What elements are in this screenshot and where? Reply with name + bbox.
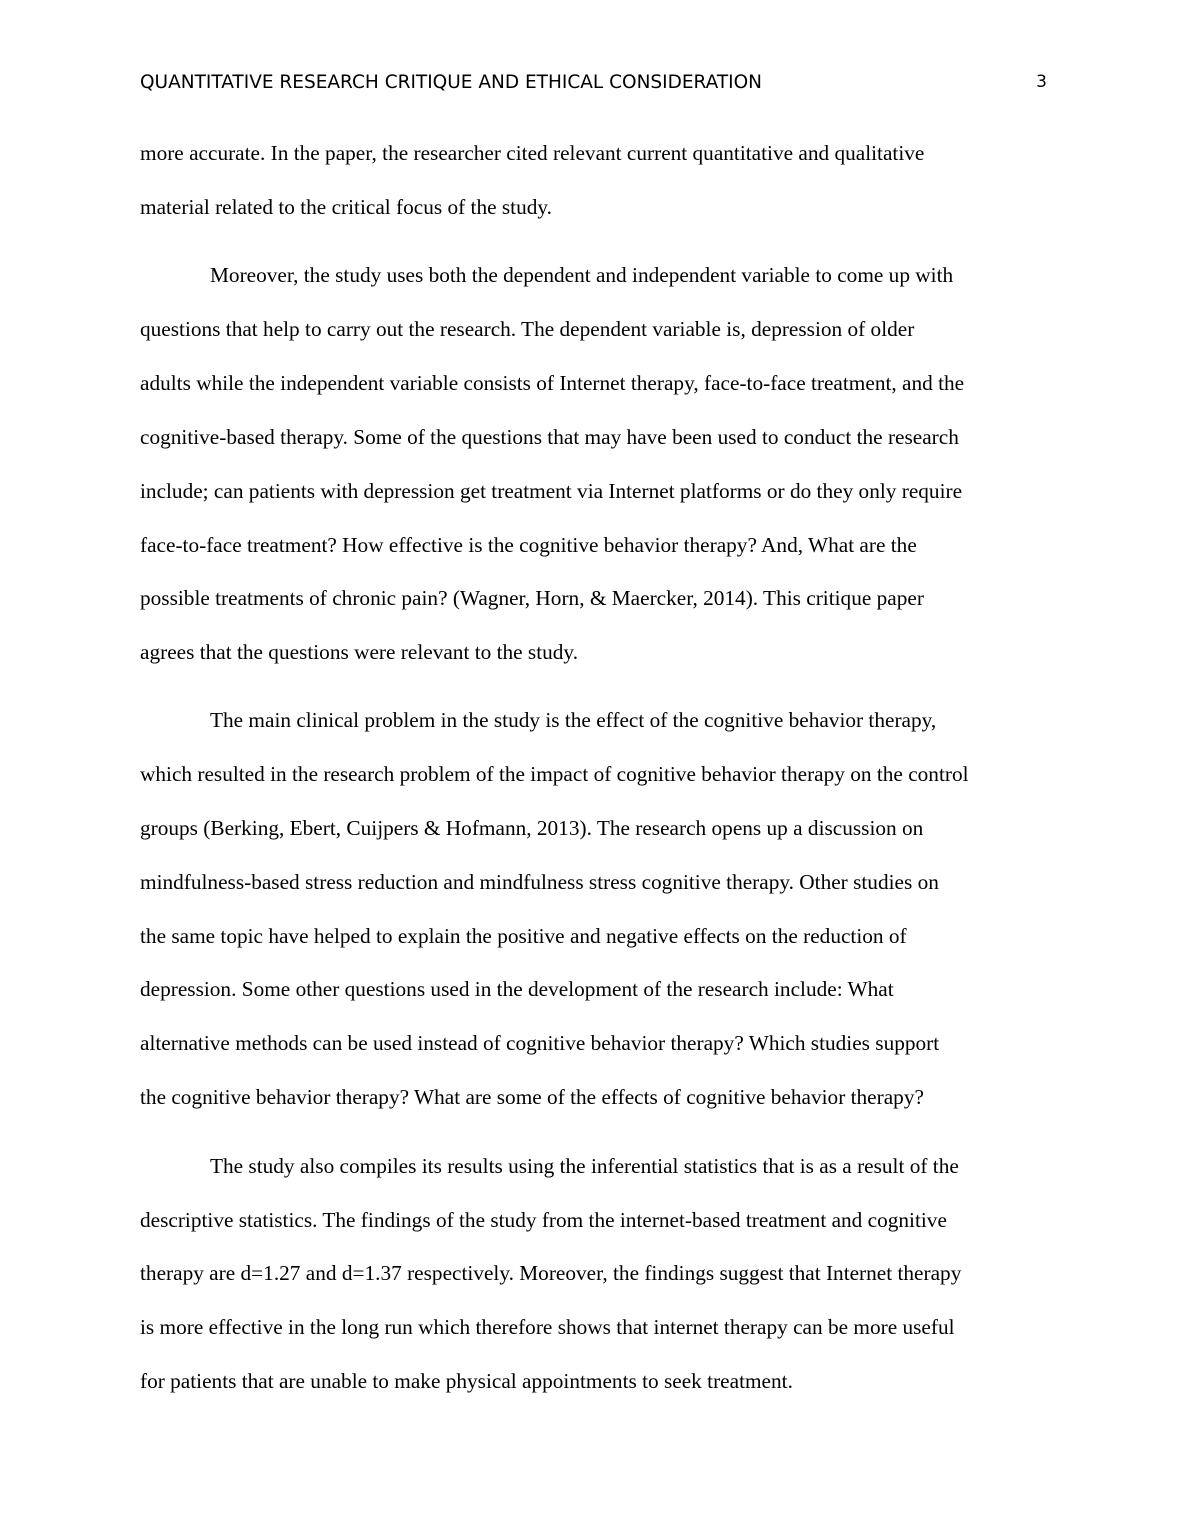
- paragraph-line: face-to-face treatment? How effective is the cognitive behavior therapy? And, What are the: [140, 533, 917, 557]
- paragraph-line: Moreover, the study uses both the dependent and independent variable to come up with: [210, 263, 954, 287]
- paragraph-line: is more effective in the long run which therefore shows that internet therapy can be more useful: [140, 1315, 955, 1339]
- paragraph-line: therapy are d=1.27 and d=1.37 respectively. Moreover, the findings suggest that Internet therapy: [140, 1261, 962, 1285]
- paragraph-line: more accurate. In the paper, the researcher cited relevant current quantitative and qualitative: [140, 141, 925, 165]
- paragraph-line: questions that help to carry out the research. The dependent variable is, depression of older: [140, 317, 915, 341]
- paragraph-line: the cognitive behavior therapy? What are some of the effects of cognitive behavior therapy?: [140, 1085, 924, 1109]
- paragraph-line: depression. Some other questions used in the development of the research include: What: [140, 977, 894, 1001]
- page-number: 3: [1036, 72, 1047, 92]
- paragraph-line: which resulted in the research problem of the impact of cognitive behavior therapy on the control: [140, 762, 969, 786]
- paragraph-line: groups (Berking, Ebert, Cuijpers & Hofmann, 2013). The research opens up a discussion on: [140, 816, 924, 840]
- paragraph-line: descriptive statistics. The findings of the study from the internet-based treatment and cognitive: [140, 1208, 947, 1232]
- running-head: QUANTITATIVE RESEARCH CRITIQUE AND ETHICAL CONSIDERATION: [140, 72, 763, 93]
- paragraph-line: mindfulness-based stress reduction and mindfulness stress cognitive therapy. Other studies on: [140, 870, 939, 894]
- paragraph-line: alternative methods can be used instead of cognitive behavior therapy? Which studies support: [140, 1031, 940, 1055]
- paragraph-line: cognitive-based therapy. Some of the questions that may have been used to conduct the research: [140, 425, 959, 449]
- paragraph-line: The main clinical problem in the study is the effect of the cognitive behavior therapy,: [210, 708, 937, 732]
- paragraph-line: the same topic have helped to explain the positive and negative effects on the reduction of: [140, 924, 907, 948]
- paragraph-line: agrees that the questions were relevant to the study.: [140, 640, 579, 664]
- paragraph-line: possible treatments of chronic pain? (Wagner, Horn, & Maercker, 2014). This critique paper: [140, 586, 924, 610]
- paragraph-line: include; can patients with depression get treatment via Internet platforms or do they only require: [140, 479, 963, 503]
- paragraph-line: The study also compiles its results using the inferential statistics that is as a result of the: [210, 1154, 959, 1178]
- paragraph-line: for patients that are unable to make physical appointments to seek treatment.: [140, 1369, 793, 1393]
- paragraph-line: material related to the critical focus of the study.: [140, 195, 552, 219]
- paragraph-line: adults while the independent variable consists of Internet therapy, face-to-face treatment, and the: [140, 371, 965, 395]
